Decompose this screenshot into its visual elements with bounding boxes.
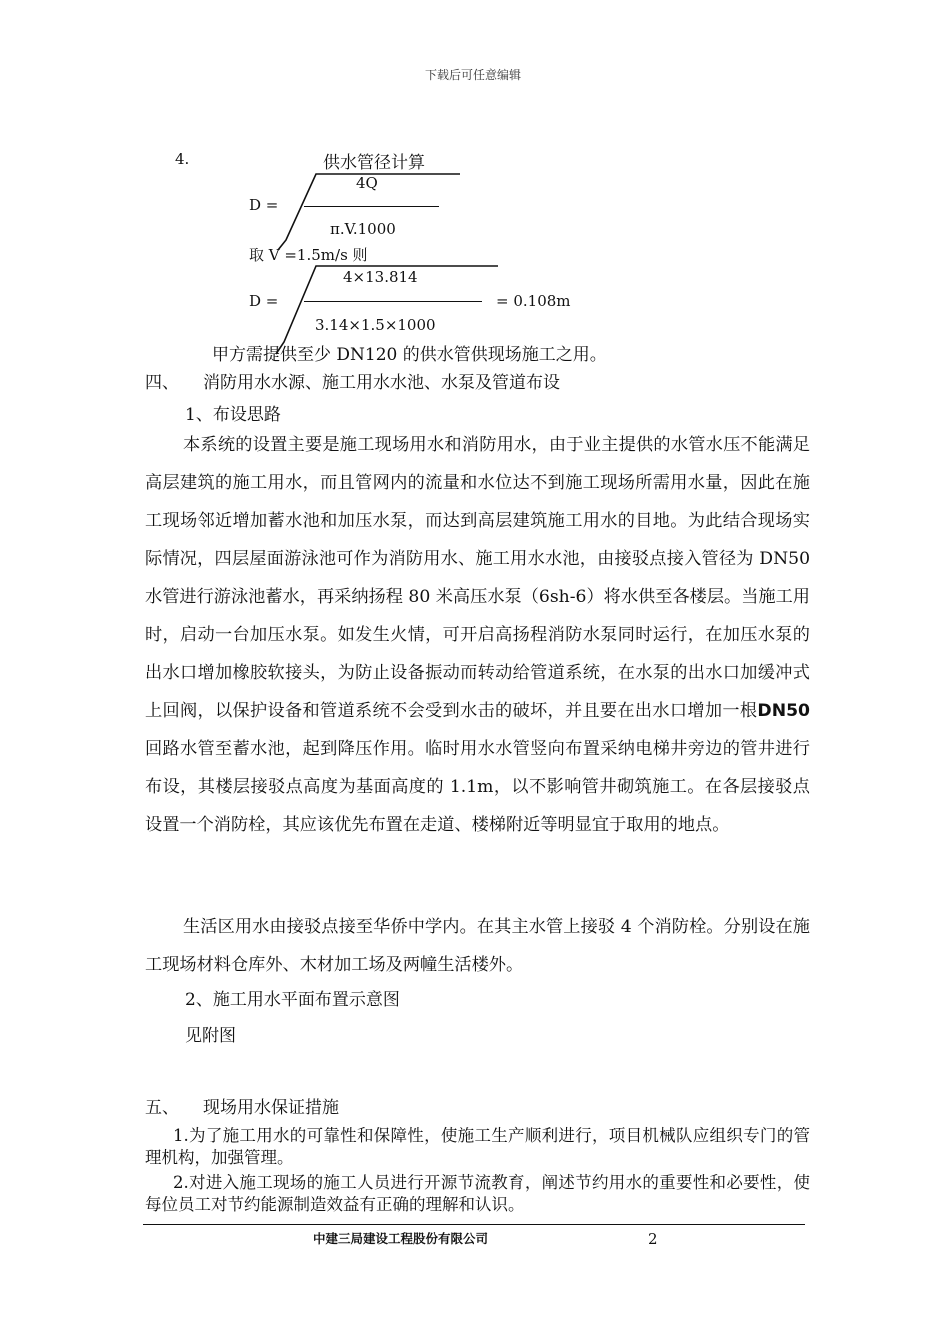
formula-numerator-2: 4×13.814 [343, 268, 418, 286]
formula-result: = 0.108m [496, 292, 571, 310]
formula-requirement: 甲方需提供至少 DN120 的供水管供现场施工之用。 [212, 345, 607, 365]
section4-heading: 消防用水水源、施工用水水池、水泵及管道布设 [203, 373, 560, 393]
section4-paragraph-1 [145, 426, 810, 844]
formula-denominator-1: π.V.1000 [330, 220, 396, 238]
fraction-bar-1 [304, 206, 439, 207]
section5-heading-number: 五、 [145, 1098, 179, 1118]
paragraph-1-text-a: 本系统的设置主要是施工现场用水和消防用水，由于业主提供的水管水压不能满足高层建筑的施工用水，而且管网内的流量和水位达不到施工现场所需用水量，因此在施工现场邻近增加蓄水池和加压水泵，而达到高层建筑施工用水的目地。为此结合现场实际情况，四层屋面游泳池可作为消防用水、施工用水水池，由接驳点接入管径为 DN50 水管进行游泳池蓄水，再采纳扬程 80 米高压水泵（6sh-6）将水供至各楼层。当施工用时，启动一台加压水泵。如发生火情，可开启高扬程消防水泵同时运行，在加压水泵的出水口增加橡胶软接头，为防止设备振动而转动给管道系统，在水泵的出水口加缓冲式上回阀，以保护设备和管道系统不会受到水击的破坏，并且要在出水口增加一根 [145, 435, 811, 721]
footer-page-number: 2 [648, 1230, 658, 1248]
formula-d-label-2: D = [249, 292, 279, 310]
footer-divider [143, 1224, 805, 1225]
section5-item-2: 2.对进入施工现场的施工人员进行开源节流教育，阐述节约用水的重要性和必要性，使每位员工对节约能源制造效益有正确的理解和认识。 [145, 1173, 810, 1214]
footer-company: 中建三局建设工程股份有限公司 [313, 1231, 489, 1246]
formula-take-v: 取 V =1.5m/s 则 [249, 246, 368, 264]
section4-subheading-2: 2、施工用水平面布置示意图 [185, 990, 400, 1010]
fraction-bar-2 [304, 301, 482, 302]
section5-item-1: 1.为了施工用水的可靠性和保障性，使施工生产顺利进行，项目机械队应组织专门的管理机构，加强管理。 [145, 1126, 810, 1167]
formula-d-label-1: D = [249, 196, 279, 214]
section4-subheading-1: 1、布设思路 [185, 405, 281, 425]
paragraph-1-text-b: 回路水管至蓄水池，起到降压作用。临时用水水管竖向布置采纳电梯井旁边的管井进行布设，其楼层接驳点高度为基面高度的 1.1m，以不影响管井砌筑施工。在各层接驳点设置一个消防栓，其应该优先布置在走道、楼梯附近等明显宜于取用的地点。 [145, 739, 810, 835]
formula-number: 4. [175, 150, 190, 168]
section4-paragraph-2: 生活区用水由接驳点接至华侨中学内。在其主水管上接驳 4 个消防栓。分别设在施工现场材料仓库外、木材加工场及两幢生活楼外。 [145, 917, 810, 975]
section4-see-attachment: 见附图 [185, 1026, 236, 1046]
formula-denominator-2: 3.14×1.5×1000 [315, 316, 436, 334]
section5-heading: 现场用水保证措施 [203, 1098, 339, 1118]
header-note: 下载后可任意编辑 [425, 68, 522, 82]
section4-heading-number: 四、 [145, 373, 179, 393]
paragraph-1-dn50: DN50 [757, 701, 810, 721]
formula-title: 供水管径计算 [323, 153, 425, 173]
formula-numerator-1: 4Q [356, 174, 378, 192]
